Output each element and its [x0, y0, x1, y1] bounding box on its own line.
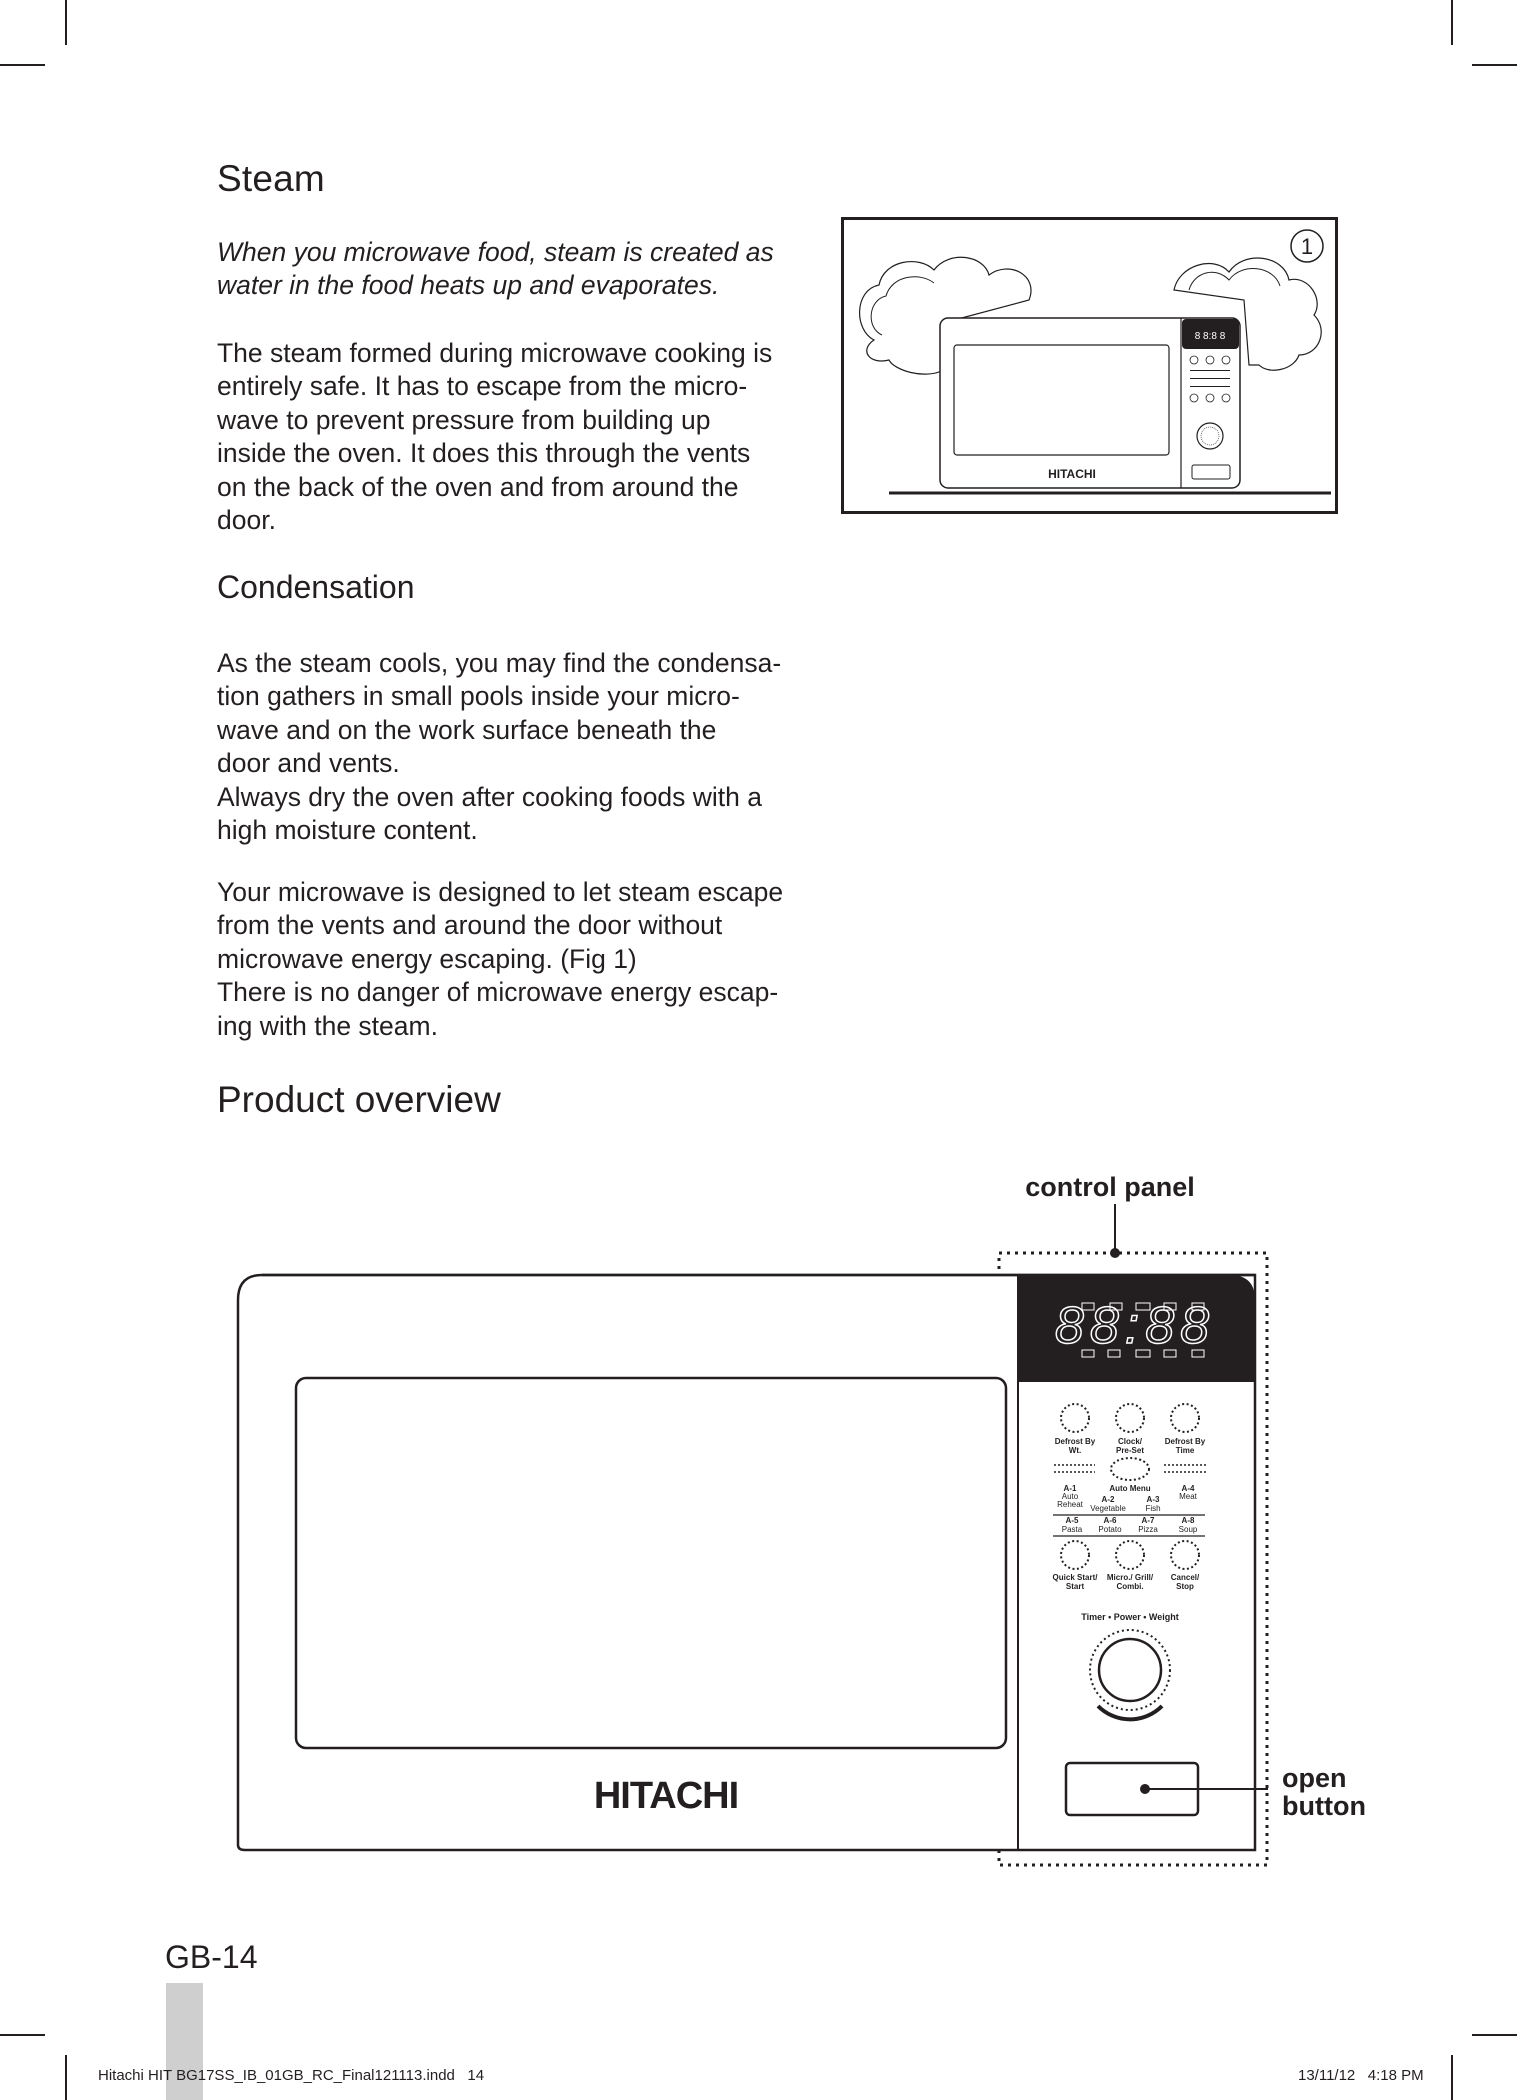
open-button-callout: open — [1282, 1763, 1347, 1793]
crop-mark — [0, 64, 45, 66]
text-line: inside the oven. It does this through the vents — [217, 438, 751, 469]
condensation-heading: Condensation — [217, 569, 415, 605]
panel-label: Reheat — [1057, 1500, 1083, 1509]
crop-mark — [1451, 0, 1453, 45]
panel-label: Pasta — [1061, 1525, 1083, 1534]
crop-mark — [65, 2055, 67, 2100]
panel-label: A-2 — [1101, 1495, 1115, 1504]
panel-label: Defrost By — [1164, 1437, 1206, 1446]
panel-label: Meat — [1179, 1492, 1197, 1501]
file-info: Hitachi HIT BG17SS_IB_01GB_RC_Final121113.indd 14 — [98, 2067, 485, 2084]
panel-label: Wt. — [1068, 1446, 1082, 1455]
text-line: As the steam cools, you may find the condensa- — [217, 648, 782, 678]
steam-cloud-inner — [871, 277, 934, 335]
text-line: The steam formed during microwave cooking is — [217, 338, 773, 368]
product-overview-diagram — [230, 1160, 1380, 1880]
text-line: door and vents. — [217, 748, 400, 779]
print-date: 13/11/12 4:18 PM — [1298, 2067, 1424, 2084]
product-overview-heading: Product overview — [217, 1079, 501, 1120]
panel-label: A-6 — [1103, 1516, 1117, 1525]
panel-label: A-5 — [1065, 1516, 1079, 1525]
steam-heading: Steam — [217, 158, 325, 199]
panel-label: Cancel/ — [1170, 1573, 1200, 1582]
panel-label: Start — [1065, 1582, 1085, 1591]
steam-intro — [217, 236, 817, 303]
brand-logo: HITACHI — [593, 1775, 739, 1817]
panel-label: Micro./ Grill/ — [1106, 1573, 1154, 1582]
panel-label: Defrost By — [1054, 1437, 1096, 1446]
panel-label: Fish — [1145, 1504, 1161, 1513]
text-line: tion gathers in small pools inside your micro- — [217, 681, 740, 712]
crop-mark — [0, 2034, 45, 2036]
dial-label: Timer • Power • Weight — [1081, 1612, 1179, 1622]
text-line: wave and on the work surface beneath the — [217, 714, 717, 745]
panel-label: Clock/ — [1117, 1437, 1143, 1446]
condensation-para-2 — [217, 876, 817, 1043]
open-button-callout: button — [1282, 1791, 1366, 1821]
text-line: from the vents and around the door without — [217, 910, 723, 941]
crop-mark — [65, 0, 67, 45]
panel-label: Time — [1175, 1446, 1195, 1455]
crop-mark — [1451, 2055, 1453, 2100]
small-display-digits: 8 8:8 8 — [1194, 331, 1226, 342]
steam-cloud-inner — [1189, 269, 1280, 290]
text-line: high moisture content. — [217, 815, 478, 846]
panel-label: Stop — [1176, 1582, 1194, 1591]
figure-1 — [841, 217, 1338, 514]
page-number: GB-14 — [165, 1939, 258, 1975]
panel-label: Soup — [1178, 1525, 1198, 1534]
panel-label: Quick Start/ — [1052, 1573, 1098, 1582]
panel-label: Auto Menu — [1109, 1484, 1151, 1493]
panel-label: Vegetable — [1090, 1504, 1126, 1513]
crop-mark — [1472, 64, 1517, 66]
figure-number: 1 — [1300, 234, 1314, 259]
panel-label: Pizza — [1138, 1525, 1158, 1534]
panel-label: Potato — [1098, 1525, 1122, 1534]
text-line: entirely safe. It has to escape from the micro- — [217, 371, 748, 402]
panel-label: Auto — [1061, 1492, 1079, 1501]
text-line: on the back of the oven and from around the — [217, 471, 739, 502]
text-line: water in the food heats up and evaporates. — [217, 270, 720, 301]
panel-label: A-8 — [1181, 1516, 1195, 1525]
panel-label: A-1 — [1063, 1484, 1077, 1493]
panel-label: A-3 — [1146, 1495, 1160, 1504]
small-brand-logo: HITACHI — [1048, 467, 1096, 481]
panel-label: Pre-Set — [1115, 1446, 1145, 1455]
display-digits: 88:88 — [1054, 1297, 1216, 1355]
steam-microwave-illustration — [844, 220, 1335, 511]
text-line: door. — [217, 505, 276, 536]
text-line: When you microwave food, steam is created as — [217, 237, 774, 267]
panel-label: Combi. — [1116, 1582, 1144, 1591]
crop-mark — [1472, 2034, 1517, 2036]
panel-label: A-7 — [1141, 1516, 1155, 1525]
text-line: ing with the steam. — [217, 1010, 438, 1041]
control-panel-callout: control panel — [1025, 1172, 1195, 1202]
text-line: Your microwave is designed to let steam escape — [217, 877, 784, 907]
panel-label: A-4 — [1181, 1484, 1195, 1493]
steam-body — [217, 337, 817, 537]
text-line: wave to prevent pressure from building up — [217, 404, 711, 435]
text-line: microwave energy escaping. (Fig 1) — [217, 943, 637, 974]
text-line: Always dry the oven after cooking foods with a — [217, 781, 763, 812]
condensation-para-1 — [217, 647, 817, 847]
text-line: There is no danger of microwave energy escap- — [217, 977, 779, 1008]
